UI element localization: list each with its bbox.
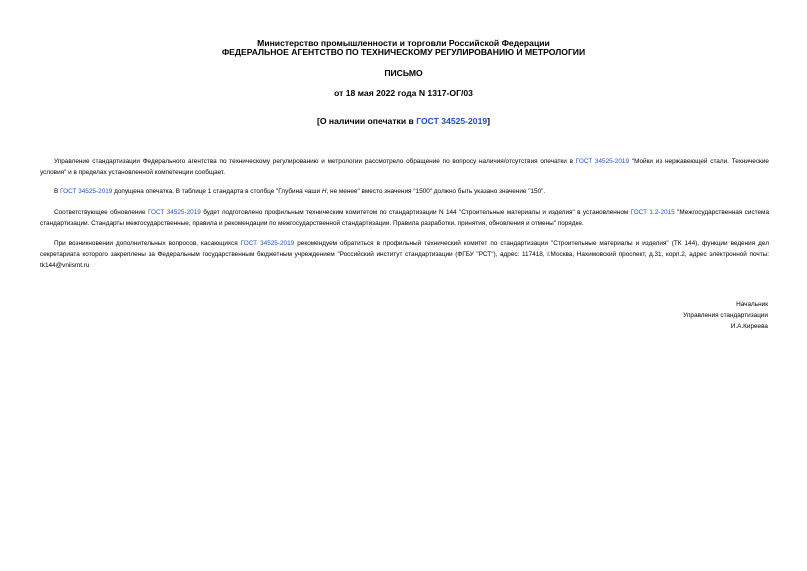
paragraph-2-text-mid: допущена опечатка. В таблице 1 стандарта в столбце "Глубина чаши	[112, 188, 322, 195]
signature-block	[683, 299, 768, 332]
paragraph-3-gost-1-2-link[interactable]: ГОСТ 1.2-2015	[630, 209, 675, 216]
paragraph-4-text-after: рекомендуем обратиться в профильный технический комитет по стандартизации "Строительные материалы и изделия" (ТК 144), функции ведения дел секретариата которого закреплены за Федеральным государственным бюджетным учреждением "Российский институт стандартизации (ФГБУ "РСТ"), адрес: 117418, г.Москва, Нахимовский проспект, д.31, корп.2, адрес электронной почты: tk144@vniismt.ru	[40, 240, 769, 269]
agency-title: ФЕДЕРАЛЬНОЕ АГЕНТСТВО ПО ТЕХНИЧЕСКОМУ РЕГУЛИРОВАНИЮ И МЕТРОЛОГИИ	[221, 47, 586, 57]
paragraph-1-gost-link[interactable]: ГОСТ 34525-2019	[575, 158, 630, 165]
paragraph-3-gost-link[interactable]: ГОСТ 34525-2019	[147, 209, 201, 216]
paragraph-3-text-mid: будет подготовлено профильным техническим комитетом по стандартизации N 144 "Строительные материалы и изделия" в установленном	[200, 209, 631, 216]
paragraph-1-text-after: "Мойки из нержавеющей стали. Технические условия" и в пределах установленной компетенции сообщает.	[40, 158, 769, 176]
paragraph-3	[40, 207, 769, 229]
paragraph-4	[40, 238, 769, 271]
paragraph-1	[40, 156, 769, 178]
paragraph-4-gost-link[interactable]: ГОСТ 34525-2019	[240, 240, 295, 247]
signature-department: Управления стандартизации	[683, 312, 768, 319]
paragraph-4-text-before: При возникновении дополнительных вопросов, касающихся	[54, 240, 241, 247]
subject-suffix: ]	[487, 116, 491, 126]
paragraph-3-text-after: "Межгосударственная система стандартизации. Стандарты межгосударственные, правила и рекомендации по межгосударственной стандартизации. Правила разработки, принятия, обновления и отмены" порядке.	[40, 209, 769, 227]
document-type: ПИСЬМО	[384, 68, 423, 78]
paragraph-2	[40, 186, 769, 197]
document-subject	[0, 116, 807, 127]
subject-gost-link[interactable]: ГОСТ 34525-2019	[416, 116, 488, 126]
paragraph-2-gost-link[interactable]: ГОСТ 34525-2019	[60, 188, 113, 195]
paragraph-2-text-before: В	[54, 188, 61, 195]
paragraph-2-text-after: , не менее" вместо значения "1500" должно быть указано значение "150".	[326, 188, 546, 195]
ministry-title: Министерство промышленности и торговли Российской Федерации	[257, 38, 550, 48]
signature-name: И.А.Киреева	[730, 323, 768, 330]
subject-prefix: [О наличии опечатки в	[316, 116, 417, 126]
paragraph-3-text-before: Соответствующее обновление	[54, 209, 148, 216]
signature-position: Начальник	[736, 301, 768, 308]
paragraph-1-text-before: Управление стандартизации Федерального агентства по техническому регулированию и метрологии рассмотрело обращение по вопросу наличия/отсутствия опечатки в	[54, 158, 576, 165]
document-date-number: от 18 мая 2022 года N 1317-ОГ/03	[334, 88, 473, 98]
paragraph-2-italic-symbol: H	[321, 188, 327, 195]
